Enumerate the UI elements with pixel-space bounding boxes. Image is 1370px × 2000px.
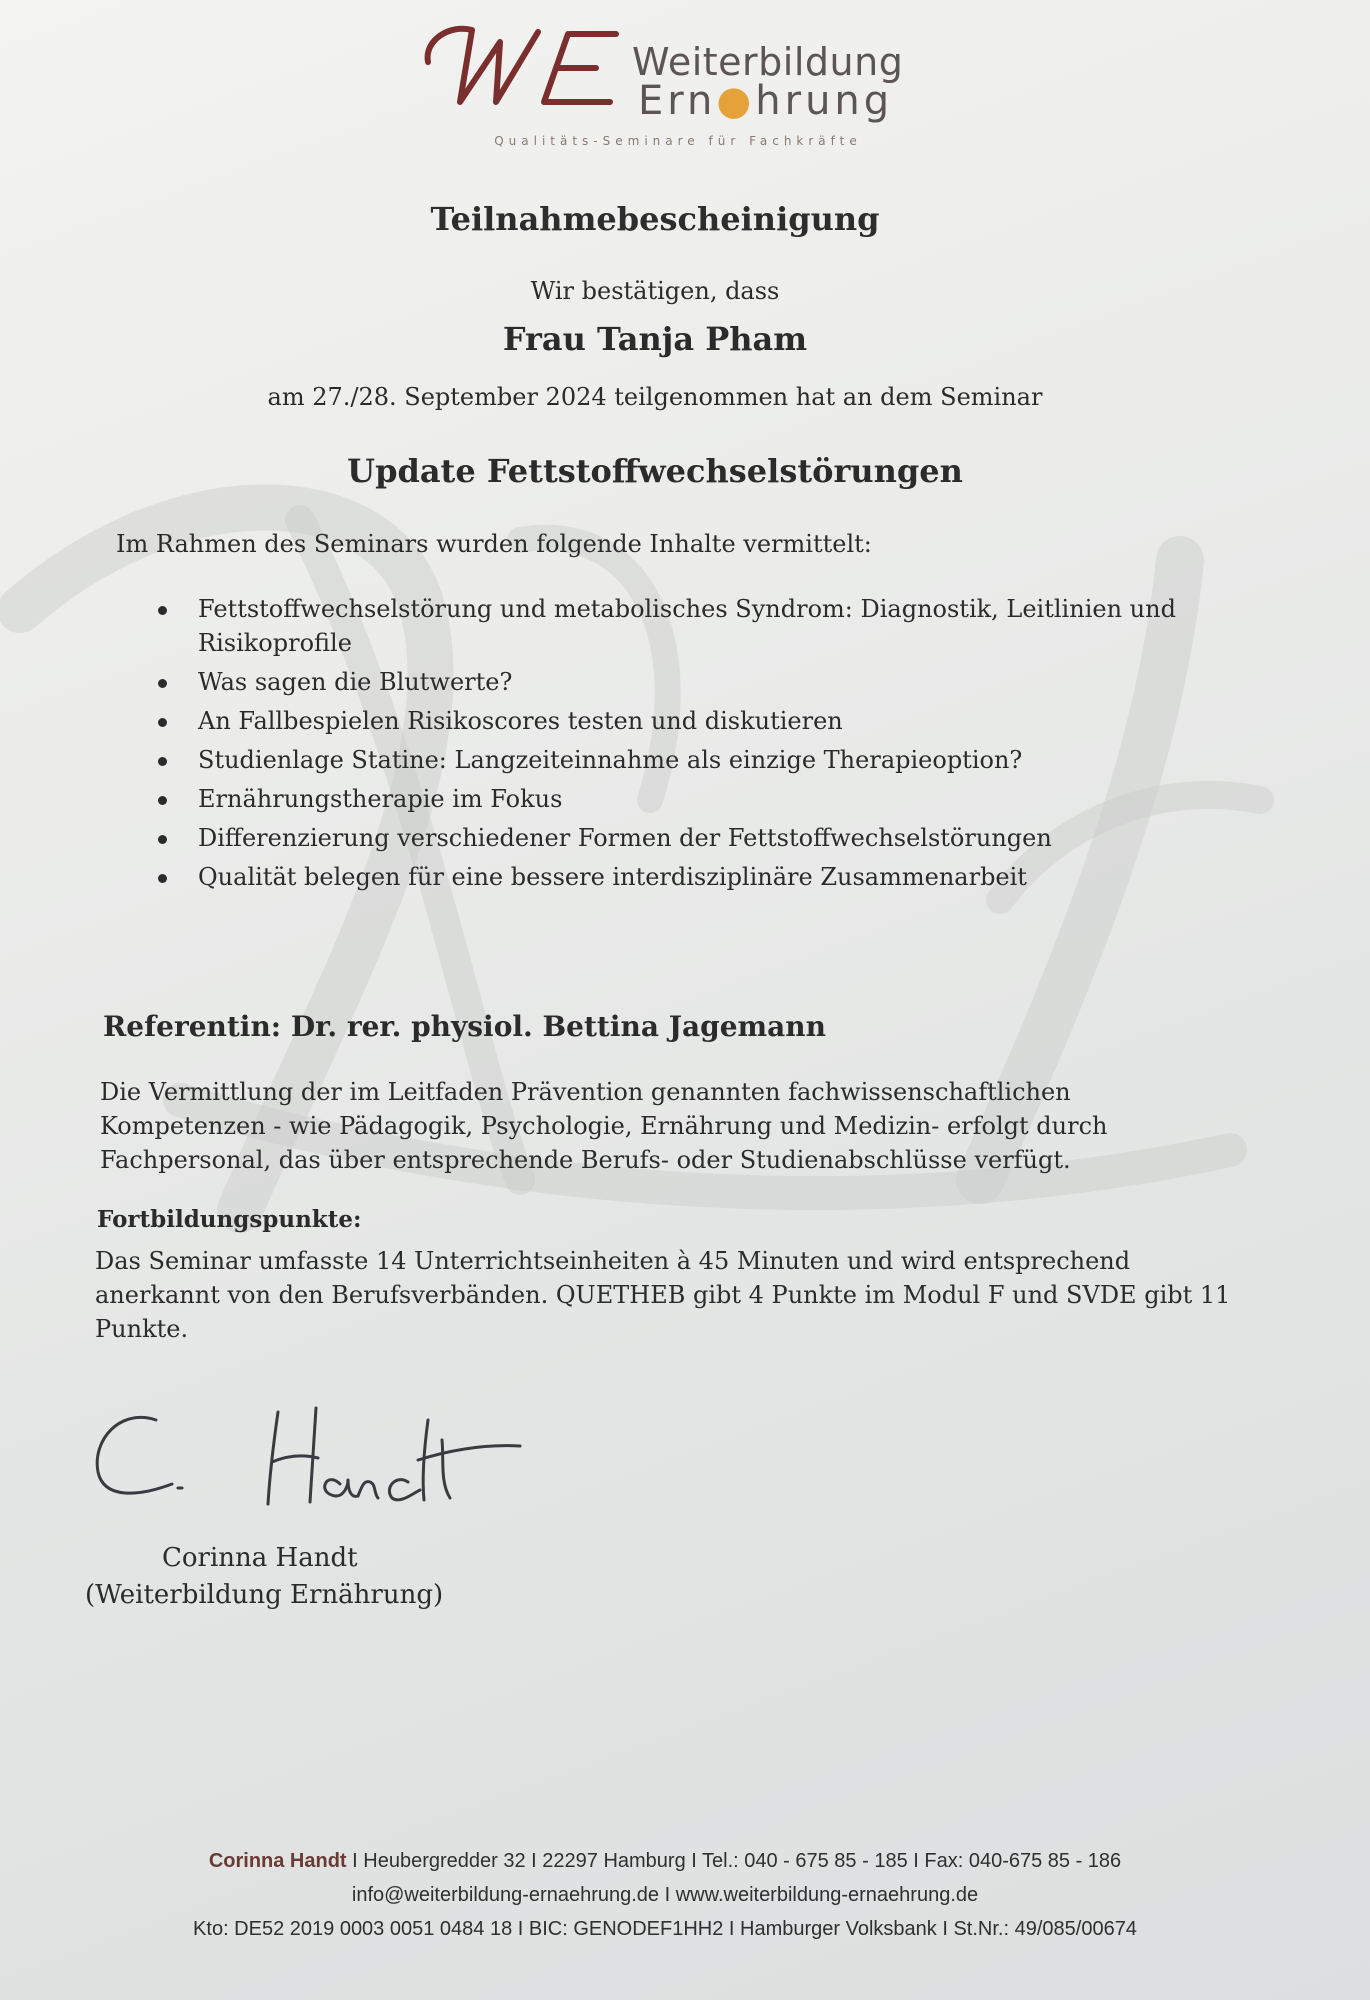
orange-fruit-icon: ● [716,78,756,124]
we-monogram-logo-icon [420,10,640,130]
points-heading: Fortbildungspunkte: [97,1206,362,1233]
company-logo [420,10,920,150]
list-item: Differenzierung verschiedener Formen der Fettstoffwechselstörungen [150,821,1190,855]
logo-wordmark-bottom: Ern●hrung [638,78,894,124]
attendance-date: am 27./28. September 2024 teilgenommen hat an dem Seminar [267,383,1043,411]
list-item: Fettstoffwechselstörung und metabolisches Syndrom: Diagnostik, Leitlinien und Risikoprofile [150,592,1190,660]
signer-organization: (Weiterbildung Ernährung) [85,1580,444,1610]
topic-list [150,592,1190,899]
list-item: Was sagen die Blutwerte? [150,665,1190,699]
logo-wordmark-top: Weiterbildung [632,40,904,84]
confirmation-text: Wir bestätigen, dass [530,277,780,305]
list-item: Studienlage Statine: Langzeiteinnahme als einzige Therapieoption? [150,743,1190,777]
participant-name: Frau Tanja Pham [502,320,808,358]
list-item: An Fallbespielen Risikoscores testen und diskutieren [150,704,1190,738]
footer-address: Corinna Handt I Heubergredder 32 I 22297 Hamburg I Tel.: 040 - 675 85 - 185 I Fax: 040-675 85 - 186 [208,1850,1122,1872]
footer-company-name: Corinna Handt [208,1850,347,1872]
seminar-title: Update Fettstoffwechselstörungen [347,452,963,490]
competence-paragraph: Die Vermittlung der im Leitfaden Prävention genannten fachwissenschaftlichen Kompetenzen - wie Pädagogik, Psychologie, Ernährung und Medizin- erfolgt durch Fachpersonal, das über entsprechende Berufs- oder Studienabschlüsse verfügt. [100,1078,1108,1174]
handwritten-signature [90,1400,530,1520]
footer-contact: info@weiterbildung-ernaehrung.de I www.weiterbildung-ernaehrung.de [351,1884,979,1906]
document-title: Teilnahmebescheinigung [430,200,880,238]
footer-bank: Kto: DE52 2019 0003 0051 0484 18 I BIC: GENODEF1HH2 I Hamburger Volksbank I St.Nr.: 49/085/00674 [193,1918,1137,1940]
logo-tagline: Qualitäts-Seminare für Fachkräfte [494,134,862,148]
speaker-line: Referentin: Dr. rer. physiol. Bettina Jagemann [103,1010,826,1043]
signer-name: Corinna Handt [162,1543,358,1573]
points-paragraph: Das Seminar umfasste 14 Unterrichtseinheiten à 45 Minuten und wird entsprechend anerkannt von den Berufsverbänden. QUETHEB gibt 4 Punkte im Modul F und SVDE gibt 11 Punkte. [95,1247,1231,1343]
list-item: Ernährungstherapie im Fokus [150,782,1190,816]
content-intro: Im Rahmen des Seminars wurden folgende Inhalte vermittelt: [116,530,872,558]
list-item: Qualität belegen für eine bessere interdisziplinäre Zusammenarbeit [150,860,1190,894]
